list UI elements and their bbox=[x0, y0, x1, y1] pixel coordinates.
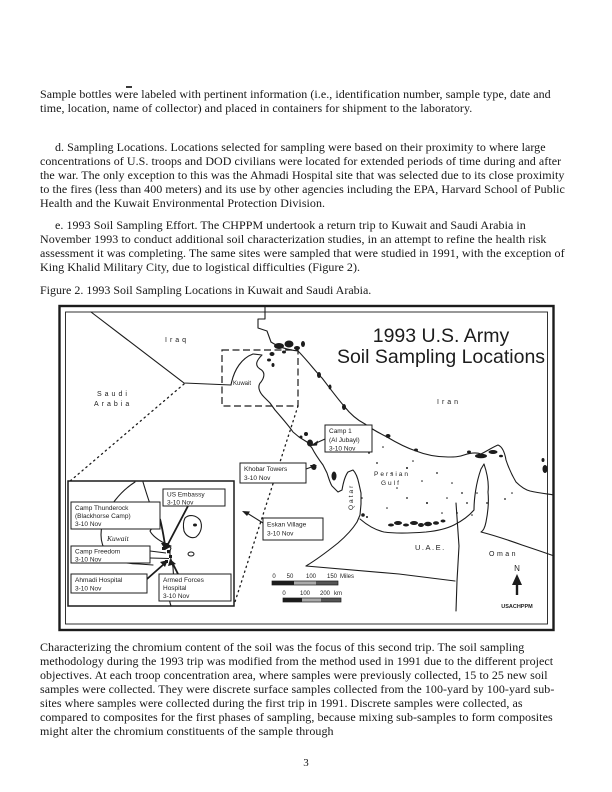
thunderock-line1: Camp Thunderock bbox=[75, 505, 129, 512]
figure-caption: Figure 2. 1993 Soil Sampling Locations in Kuwait and Saudi Arabia. bbox=[40, 283, 372, 297]
map-title-line2: Soil Sampling Locations bbox=[336, 346, 546, 368]
armed-forces-line1: Armed Forces bbox=[163, 577, 204, 584]
map-credit: USACHPPM bbox=[501, 604, 533, 610]
label-persian: Persian bbox=[374, 471, 411, 478]
km-tick-200: 200 bbox=[319, 591, 331, 597]
us-embassy-line1: US Embassy bbox=[167, 491, 205, 499]
freedom-line1: Camp Freedom bbox=[75, 548, 121, 556]
kuwait-inset-map bbox=[68, 481, 234, 606]
callout-camp1-line1: Camp 1 bbox=[329, 428, 352, 435]
freedom-line2: 3-10 Nov bbox=[75, 556, 102, 564]
km-tick-0: 0 bbox=[282, 591, 286, 597]
paragraph-soil-sampling-effort: e. 1993 Soil Sampling Effort. The CHPPM undertook a return trip to Kuwait and Saudi Arabia in November 1993 to conduct additional soil characterization studies, in an attempt to refine the health risk assessment it was completing. The same sites were sampled that were studied in 1991, with the exception of King Khalid Military City, due to logistical difficulties (Figure 2). bbox=[40, 218, 565, 274]
paragraph-sampling-locations: d. Sampling Locations. Locations selected for sampling were based on their proximity to where large concentrations of U.S. troops and DOD civilians were located for extended periods of time during and after the war. The only exception to this was the Ahmadi Hospital site that was selected due to its close proximity to the fires (less than 400 meters) and its use by other agencies including the EPA, Harvard School of Public Health and the Kuwait Environmental Protection Division. bbox=[40, 140, 565, 210]
callout-eskan-line1: Eskan Village bbox=[267, 521, 307, 529]
label-iraq: Iraq bbox=[165, 337, 190, 344]
thunderock-line3: 3-10 Nov bbox=[75, 521, 102, 528]
miles-tick-150: 150 bbox=[326, 574, 338, 580]
label-oman: Oman bbox=[489, 551, 519, 558]
callout-camp1-line2: (Al Jubayl) bbox=[329, 437, 360, 444]
armed-forces-line2: Hospital bbox=[163, 585, 187, 592]
miles-tick-0: 0 bbox=[272, 574, 276, 580]
label-iran: Iran bbox=[437, 399, 462, 406]
callout-camp1-line3: 3-10 Nov bbox=[329, 445, 356, 453]
armed-forces-line3: 3-10 Nov bbox=[163, 593, 190, 600]
callout-khobar-line1: Khobar Towers bbox=[244, 466, 288, 473]
us-embassy-line2: 3-10 Nov bbox=[167, 499, 194, 507]
map-figure bbox=[57, 303, 557, 634]
label-saudi: Saudi bbox=[97, 391, 130, 398]
callout-khobar-line2: 3-10 Nov bbox=[244, 475, 271, 482]
label-qatar: Qatar bbox=[348, 483, 355, 510]
km-unit: km bbox=[334, 591, 342, 597]
page-number: 3 bbox=[303, 757, 309, 769]
north-label: N bbox=[514, 564, 520, 573]
ahmadi-line2: 3-10 Nov bbox=[75, 585, 102, 593]
inset-label-kuwait: Kuwait bbox=[107, 534, 129, 543]
label-uae: U.A.E. bbox=[415, 543, 446, 552]
label-arabia: Arabia bbox=[94, 401, 133, 408]
callout-khobar-towers bbox=[240, 463, 317, 483]
miles-tick-100: 100 bbox=[305, 574, 317, 580]
miles-tick-50: 50 bbox=[286, 574, 294, 580]
map-title-line1: 1993 U.S. Army bbox=[372, 325, 510, 347]
label-gulf: Gulf bbox=[381, 480, 401, 487]
soil-sampling-map bbox=[57, 303, 557, 634]
miles-unit: Miles bbox=[340, 574, 355, 580]
paragraph-intro: Sample bottles were labeled with pertinent information (i.e., identification number, sample type, date and time, location, name of collector) and placed in containers for shipment to the laboratory. bbox=[40, 87, 551, 115]
callout-eskan-line2: 3-10 Nov bbox=[267, 530, 294, 538]
ahmadi-line1: Ahmadi Hospital bbox=[75, 577, 123, 584]
paragraph-chromium: Characterizing the chromium content of the soil was the focus of this second trip. The soil sampling methodology during the 1993 trip was modified from the method used in 1991 due to the different project objectives. At each troop concentration area, where samples were previously collected, 15 to 25 new soil samples were collected. They were discrete surface samples collected from the 100-yard by 100-yard sub-sites where samples were collected during the first trip in 1991. Discrete samples were collected, as compared to composites for the first phases of sampling, because mixing sub-samples to form composites might alter the chromium constituents of the sample through bbox=[40, 640, 555, 738]
thunderock-line2: (Blackhorse Camp) bbox=[75, 513, 131, 520]
label-kuwait-small: Kuwait bbox=[233, 381, 252, 387]
km-tick-100: 100 bbox=[299, 591, 311, 597]
scan-artifact bbox=[126, 86, 132, 88]
